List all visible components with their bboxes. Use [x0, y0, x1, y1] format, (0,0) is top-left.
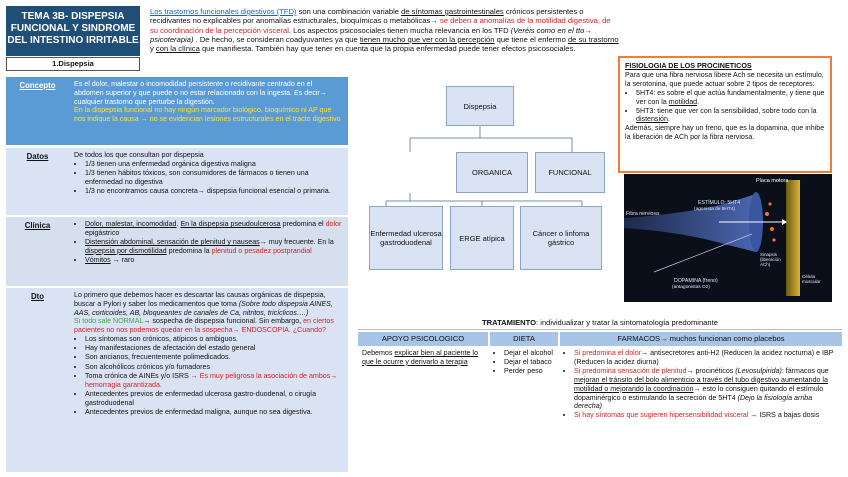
label-antagonistas: (antagonistas D2) — [672, 285, 710, 290]
header-dieta: DIETA — [490, 332, 558, 346]
list-item: • Antecedentes previos de enfermedad maligna, aunque no sea digestiva. — [85, 408, 343, 417]
datos-content: De todos los que consultan por dispepsia • 1/3 tienen una enfermedad orgánica digestiva maligna • 1/3 tienen hábitos tóxicos, son consumidores de fármacos o tienen una enfermedad no digestiva • 1/3 no encontramos causa concreta→ dispepsia funcional esencial o primaria. — [69, 148, 348, 215]
list-item: • Dolor, malestar, incomodidad. En la dispepsia pseudoulcerosa predomina el dolor epigástrico — [85, 220, 343, 238]
dispepsia-diagram — [352, 72, 614, 304]
tratamiento-title: TRATAMIENTO: individualizar y tratar la sintomatología predominante — [358, 316, 842, 330]
list-item: • Perder peso — [504, 367, 556, 376]
header-farmacos: FARMACOS→ muchos funcionan como placebos — [560, 332, 842, 346]
apoyo-content: Debemos explicar bien al paciente lo que le ocurre y derivarlo a terapia — [362, 349, 478, 366]
clinica-label: Clínica — [6, 217, 69, 286]
concepto-content: Es el dolor, malestar o incomodidad persistente o recidivante centrado en el abdomen superior y que puede o no estar relacionado con la ingesta. Es decir→ cualquier trastorno que perturbe la digestión. En la dispepsia funcional no hay ningún marcador biológico, bioquímico ni AP que nos indique la causa → no se evidencian lesiones estructurales en el tracto digestivo — [69, 77, 348, 145]
list-item: • 5HT4: es sobre el que actúa fundamentalmente, y tiene que ver con la motilidad. — [636, 89, 825, 107]
list-item: • Dejar el alcohol — [504, 349, 556, 358]
section-label: 1.Dispepsia — [6, 57, 140, 71]
list-item: • Si predomina sensación de plenitud→ procinéticos (Levosulpirida): fármacos que mejoran el tránsito del bolo alimenticio a través del tubo digestivo aumentando la motilidad o mejorando la coordinación→ esto lo consiguen quitando el estímulo dopaminérgico o estimulando la secreción de 5HT4 (Dejo la fisiología arriba derecha) — [574, 367, 838, 412]
list-item: • Si predomina el dolor→ antisecretores anti-H2 (Reducen la acidez nocturna) e IBP (Reducen la acidez diurna) — [574, 349, 838, 367]
clinica-content — [69, 217, 348, 286]
list-item: • Toma crónica de AINEs y/o ISRS → Es muy peligrosa la asociación de ambos→ hemorragia garantizada. — [85, 372, 343, 390]
label-agonista: (agonista de 5HT4) — [694, 207, 736, 212]
list-item: • 5HT3: tiene que ver con la sensibilidad, sobre todo con la distensión. — [636, 107, 825, 125]
list-item: • 1/3 no encontramos causa concreta→ dispepsia funcional esencial o primaria. — [85, 187, 343, 196]
list-item: • Son alcohólicos crónicos y/o fumadores — [85, 363, 343, 372]
list-item: • Los síntomas son crónicos, atípicos o ambiguos. — [85, 335, 343, 344]
list-item: • Son ancianos, frecuentemente polimedicados. — [85, 353, 343, 362]
page-title: TEMA 3B- DISPEPSIA FUNCIONAL Y SINDROME DEL INTESTINO IRRITABLE — [6, 6, 140, 56]
list-item: • Antecedentes previos de enfermedad ulcerosa gastro-duodenal, o cirugía gastroduodenal — [85, 390, 343, 408]
list-item: • Vómitos → raro — [85, 256, 343, 265]
list-item: • Distensión abdominal, sensación de plenitud y nauseas→ muy frecuente. En la dispepsia por dismotilidad predomina la plenitud o pesadez postprandial — [85, 238, 343, 256]
node-erge: ERGE atípica — [450, 206, 514, 270]
label-fibra: Fibra nerviosa — [626, 211, 659, 217]
label-celula: Célula muscular — [802, 274, 821, 284]
fisiologia-box: FISIOLOGIA DE LOS PROCINETICOS Para que una fibra nerviosa libere Ach se necesita un estímulo, la serotonina, que puede actuar sobre 2 tipos de receptores: • 5HT4: es sobre el que actúa fundamentalmente, y tiene que ver con la motilidad. • 5HT3: tiene que ver con la sensibilidad, sobre todo con la distensión. Además, siempre hay un freno, que es la dopamina, que inhibe la liberación de ACh por la fibra nerviosa. — [618, 56, 832, 173]
node-organica: ORGANICA — [456, 152, 528, 193]
node-ulcerosa: Enfermedad ulcerosa gastroduodenal — [369, 206, 443, 270]
node-cancer: Cáncer o linfoma gástrico — [520, 206, 602, 270]
list-item: • 1/3 tienen hábitos tóxicos, son consumidores de fármacos o tienen una enfermedad no digestiva — [85, 169, 343, 187]
farmacos-content — [560, 347, 842, 422]
label-dopamina: DOPAMINA (freno) — [674, 278, 718, 284]
fisiologia-title: FISIOLOGIA DE LOS PROCINETICOS — [625, 61, 752, 70]
concepto-label: Concepto — [6, 77, 69, 145]
dto-content: Lo primero que debemos hacer es descartar las causas orgánicas de dispepsia, buscar a Pylori y saber los medicamentos que toma (Sobre todo dispepsia AINES, AAS, corticoides, AB, bloqueantes de canales de Ca, nitritos, tricíclicos….) Si todo sale NORMAL→ sospecha de dispepsia funcional. Sin embargo, en ciertos pacientes no nos podemos quedar en la sospecha→ ENDOSCOPIA. ¿Cuando? • Los síntomas son crónicos, atípicos o ambiguos. • Hay manifestaciones de afectación del estado general • Son ancianos, frecuentemente polimedicados. • Son alcohólicos crónicos y/o fumadores • Toma crónica de AINEs y/o ISRS → Es muy peligrosa la asociación de ambos→ hemorragia garantizada. • Antecedentes previos de enfermedad ulcerosa gastro-duodenal, o cirugía gastroduodenal • Antecedentes previos de enfermedad maligna, aunque no sea digestiva. — [69, 288, 348, 472]
list-item: • Dejar el tabaco — [504, 358, 556, 367]
label-placa: Placa motora — [756, 178, 789, 184]
dto-label: Dto — [6, 288, 69, 472]
intro-paragraph: Los trastornos funcionales digestivos (TFD) son una combinación variable de síntomas gastrointestinales crónicos persistentes o recidivantes no explicables por anomalías estructurales, bioquímicas o metabólicas→ se deben a anomalías de la motilidad digestiva, de su coordinación de la percepción visceral. Los aspectos psicosociales tienen mucha relevancia en los TFD (Veréis como en el tto→ psicoterapia) . De hecho, se consideran coadyuvantes ya que tienen mucho que ver con la percepción que tiene el enfermo de su trastorno y con la clínica que manifiesta. También hay que tener en cuenta que la propia enfermedad puede tener efectos psicosociales. — [150, 7, 619, 54]
neuromuscular-illustration — [624, 174, 832, 302]
list-item: • 1/3 tienen una enfermedad orgánica digestiva maligna — [85, 160, 343, 169]
datos-label: Datos — [6, 148, 69, 215]
label-sinapsis: Sinapsis (liberación ACh) — [760, 252, 781, 267]
label-estimulo: ESTÍMULO: 5HT4 — [698, 200, 741, 206]
list-item: • Si hay síntomas que sugieren hipersensibilidad visceral → ISRS a bajas dosis — [574, 411, 838, 420]
node-funcional: FUNCIONAL — [535, 152, 605, 193]
list-item: • Hay manifestaciones de afectación del estado general — [85, 344, 343, 353]
node-dispepsia: Dispepsia — [446, 86, 514, 126]
neuro-drawing — [624, 174, 832, 302]
intro-term: Los trastornos funcionales digestivos (TFD) — [150, 7, 297, 16]
dieta-content — [490, 347, 560, 378]
header-apoyo: APOYO PSICOLOGICO — [358, 332, 488, 346]
